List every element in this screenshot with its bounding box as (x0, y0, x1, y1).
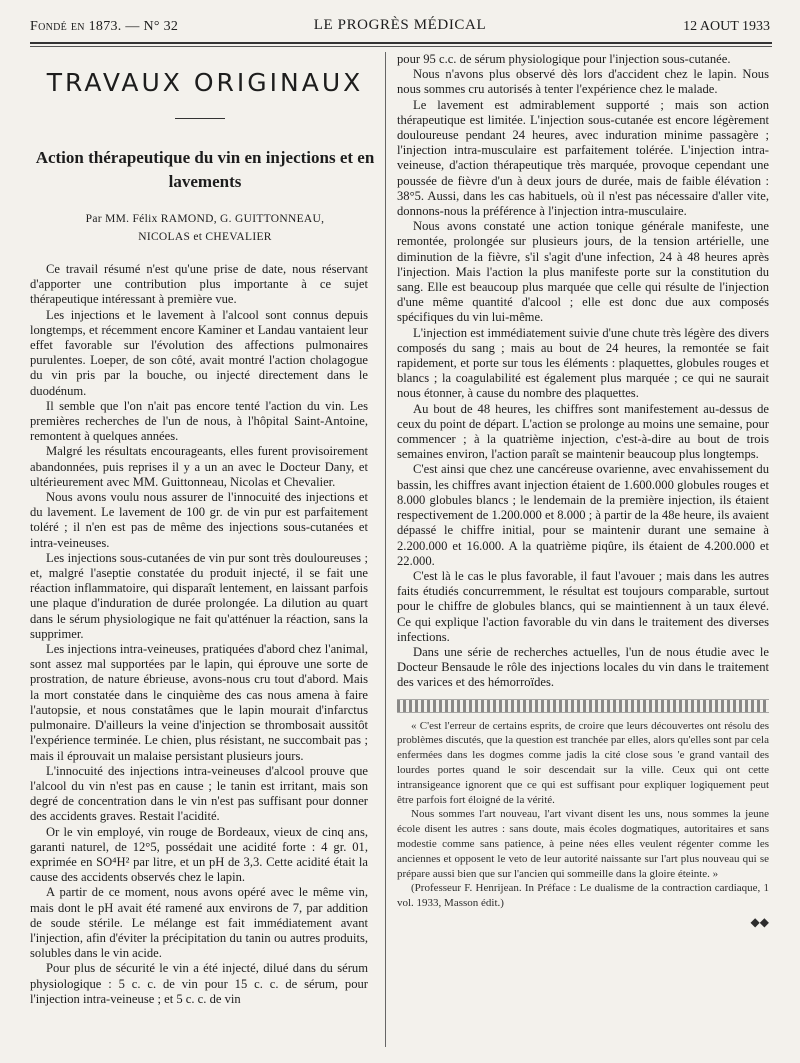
paragraph: Nous n'avons plus observé dès lors d'accident chez le lapin. Nous nous sommes cru autorisés à tenter l'expérience chez le malade. (397, 67, 769, 97)
column-divider (385, 52, 386, 1047)
paragraph-continued: pour 95 c.c. de sérum physiologique pour l'injection sous-cutanée. (397, 52, 731, 66)
paragraph: Nous avons constaté une action tonique générale manifeste, une remontée, prolongée sur plusieurs jours, de la tension artérielle, une diminution de la fièvre, s'il s'agit d'une infection, 24 à 48 heures après l'injection. Mais l'action la plus manifeste porte sur la constitution du sang. Elle est beaucoup plus marquée que celle qui résulte de l'injection d'une même quantité d'alcool ; elle est donc due aux composés spécifiques du vin lui-même. (397, 219, 769, 325)
quote-paragraph: Nous sommes l'art nouveau, l'art vivant disent les uns, nous sommes la jeune école disent les autres : sans doute, mais écoles dogmatiques, autoritaires et sans modestie comme sans patience, à peine nées elles veulent régenter comme les anciennes et opposent le veto de leur autorité naissante sur l'art plus nouveau qui se prépare aussi bien que sur l'ancien qui sommeille dans la gloire éteinte. » (397, 808, 769, 880)
end-mark: ◆◆ (750, 914, 769, 929)
paragraph: Au bout de 48 heures, les chiffres sont manifestement au-dessus de ceux du point de départ. L'action se prolonge au moins une semaine, pour commencer ; à la quatrième injection, c'est-à-dire au bout de trois semaines environ, l'action paraît se maintenir beaucoup plus longtemps. (397, 401, 769, 462)
header-rule (30, 42, 772, 44)
paragraph: L'innocuité des injections intra-veineuses d'alcool prouve que l'alcool du vin n'est pas en cause ; le tanin est irritant, mais son degré de concentration dans le vin n'est pas suffisant pour donner des accidents graves. Restait l'acidité. (30, 763, 368, 824)
paragraph: Pour plus de sécurité le vin a été injecté, dilué dans du sérum physiologique : 5 c. c. de vin pour 15 c. c. de sérum, pour l'injection intra-veineuse ; et 5 c. c. de vin (30, 961, 368, 1006)
running-header (30, 16, 770, 38)
authors-line-2: NICOLAS et CHEVALIER (138, 231, 272, 243)
quote-source: (Professeur F. Henrijean. In Préface : Le dualisme de la contraction cardiaque, 1 vol. 1933, Masson édit.) (397, 882, 769, 910)
article-title: Action thérapeutique du vin en injections et en lavements (35, 148, 375, 191)
paragraph: C'est ainsi que chez une cancéreuse ovarienne, avec envahissement du bassin, les chiffres avant injection étaient de 1.600.000 globules rouges et 8.000 globules blancs ; le lendemain de la première injection, ils étaient respectivement de 1.200.000 et 8.000 ; à partir de la 48e heure, ils avaient dépassé le chiffre initial, pour se maintenir durant une semaine à 2.200.000 et 16.000. A la quatrième piqûre, ils étaient de 4.200.000 et 22.000. (397, 462, 769, 568)
paragraph: Dans une série de recherches actuelles, l'un de nous étudie avec le Docteur Bensaude le rôle des injections locales du vin dans le traitement des varices et des hémorroïdes. (397, 644, 769, 690)
paragraph: Malgré les résultats encourageants, elles furent provisoirement abandonnées, puis reprises il y a un an avec le Docteur Dany, et ultérieurement avec MM. Guittonneau, Nicolas et Chevalier. (30, 444, 368, 489)
epigraph-quote (397, 719, 769, 930)
section-title: TRAVAUX ORIGINAUX (46, 68, 364, 97)
paragraph: Il semble que l'on n'ait pas encore tenté l'action du vin. Les premières recherches de l'un de nous, à l'hôpital Saint-Antoine, remontent à quelques années. (30, 398, 368, 444)
paragraph: A partir de ce moment, nous avons opéré avec le même vin, mais dont le pH avait été ramené aux environs de 7, par addition de soude stérile. Le mélange est fait immédiatement avant l'injection, afin d'éviter la précipitation du tanin ou autres produits, solubles dans le vin acide. (30, 885, 368, 961)
article-authors (30, 210, 380, 246)
quote-paragraph: « C'est l'erreur de certains esprits, de croire que leurs découvertes ont résolu des problèmes discutés, que la question est tranchée par elles, alors qu'elles sont par cela enfermées dans les dogmes comme jadis la cité close sous 'e grand vantail des lourdes portes quand le soir descendait sur la ville. Ceux qui ont cette intransigeance ignorent que ce qui est suffisant pour expliquer logiquement peut être parfois fort éloigné de la vérité. (397, 719, 769, 806)
paragraph: Le lavement est admirablement supporté ; mais son action thérapeutique est limitée. L'injection sous-cutanée est encore légèrement douloureuse pendant 24 heures, avec induration minime passagère ; l'injection intra-musculaire est parfaitement tolérée. L'injection intra-veineuse, d'action thérapeutique très marquée, provoque cependant une poussée de fièvre d'un à deux jours de durée, mais de faible élévation : 38°5. Aussi, dans les cas habituels, où il n'est pas nécessaire d'aller vite, donnons-nous la préférence à l'injection intra-musculaire. (397, 97, 769, 219)
paragraph: Nous avons voulu nous assurer de l'innocuité des injections et du lavement. Le lavement de 100 gr. de vin pur est parfaitement toléré ; il n'en est pas de même des injections sous-cutanées et intra-veineuses. (30, 490, 368, 550)
paragraph: C'est là le cas le plus favorable, il faut l'avouer ; mais dans les autres faits étudiés concurremment, le résultat est toujours comparable, surtout pour le chiffre de globules blancs, qui se maintiennent à un taux élevé. Ce qui explique l'action favorable du vin dans le traitement des diverses infections. (397, 568, 769, 644)
right-column (397, 52, 769, 930)
paragraph: Les injections sous-cutanées de vin pur sont très douloureuses ; et, malgré l'aseptie constatée du produit injecté, il se fait une réaction inflammatoire, qui disparaît lentement, en laissant parfois une plaque d'induration de durée prolongée. La dilution au quart dans le sérum physiologique ne fait qu'atténuer la réaction, sans la supprimer. (30, 550, 368, 641)
paragraph: Or le vin employé, vin rouge de Bordeaux, vieux de cinq ans, garanti naturel, de 12°5, possédait une acidité forte : 4 gr. 01, exprimée en SO⁴H² par litre, et un pH de 3,3. Cette acidité était la cause des accidents observés chez le lapin. (30, 824, 368, 885)
issue-date: 12 AOUT 1933 (683, 19, 770, 34)
paragraph: L'injection est immédiatement suivie d'une chute très légère des divers composés du sang ; mais au bout de 24 heures, la remontée se fait rapidement, et porte sur tous les éléments : plaquettes, globules rouges et blancs ; la coagulabilité est également plus marquée ; ce qui ne saurait nous étonner, à cause du nombre des plaquettes. (397, 325, 769, 401)
paragraph: Les injections et le lavement à l'alcool sont connus depuis longtemps, et récemment encore Kaminer et Landau vantaient leur effet favorable sur l'évolution des affections pulmonaires purulentes. Loeper, de son côté, avait montré l'action cholagogue du vin pris par la bouche, ou injecté directement dans le duodénum. (30, 307, 368, 398)
paragraph: Les injections intra-veineuses, pratiquées d'abord chez l'animal, sont assez mal supportées par le lapin, qui éprouve une sorte de prostration, de nature ébrieuse, avons-nous cru tout d'abord. Mais la mort constatée dans le cinquième des cas nous amena à faire l'autopsie, et nous constatâmes que le lapin mourait d'infarctus pulmonaire. D'ailleurs la veine d'injection se thrombosait aussitôt l'expérience terminée. Le chien, plus résistant, ne succombait pas ; mais il éprouvait un malaise persistant plusieurs jours. (30, 642, 368, 763)
left-column (30, 262, 368, 1007)
header-rule-thin (30, 46, 772, 47)
section-separator (175, 118, 225, 119)
ornamental-divider (397, 699, 769, 713)
founded-line: Fondé en 1873. — N° 32 (30, 19, 179, 34)
journal-title: LE PROGRÈS MÉDICAL (313, 17, 487, 33)
paragraph: Ce travail résumé n'est qu'une prise de date, nous réservant d'apporter une contribution plus importante à ce sujet thérapeutique intéressant à première vue. (30, 262, 368, 307)
authors-line-1: Par MM. Félix RAMOND, G. GUITTONNEAU, (85, 213, 325, 225)
